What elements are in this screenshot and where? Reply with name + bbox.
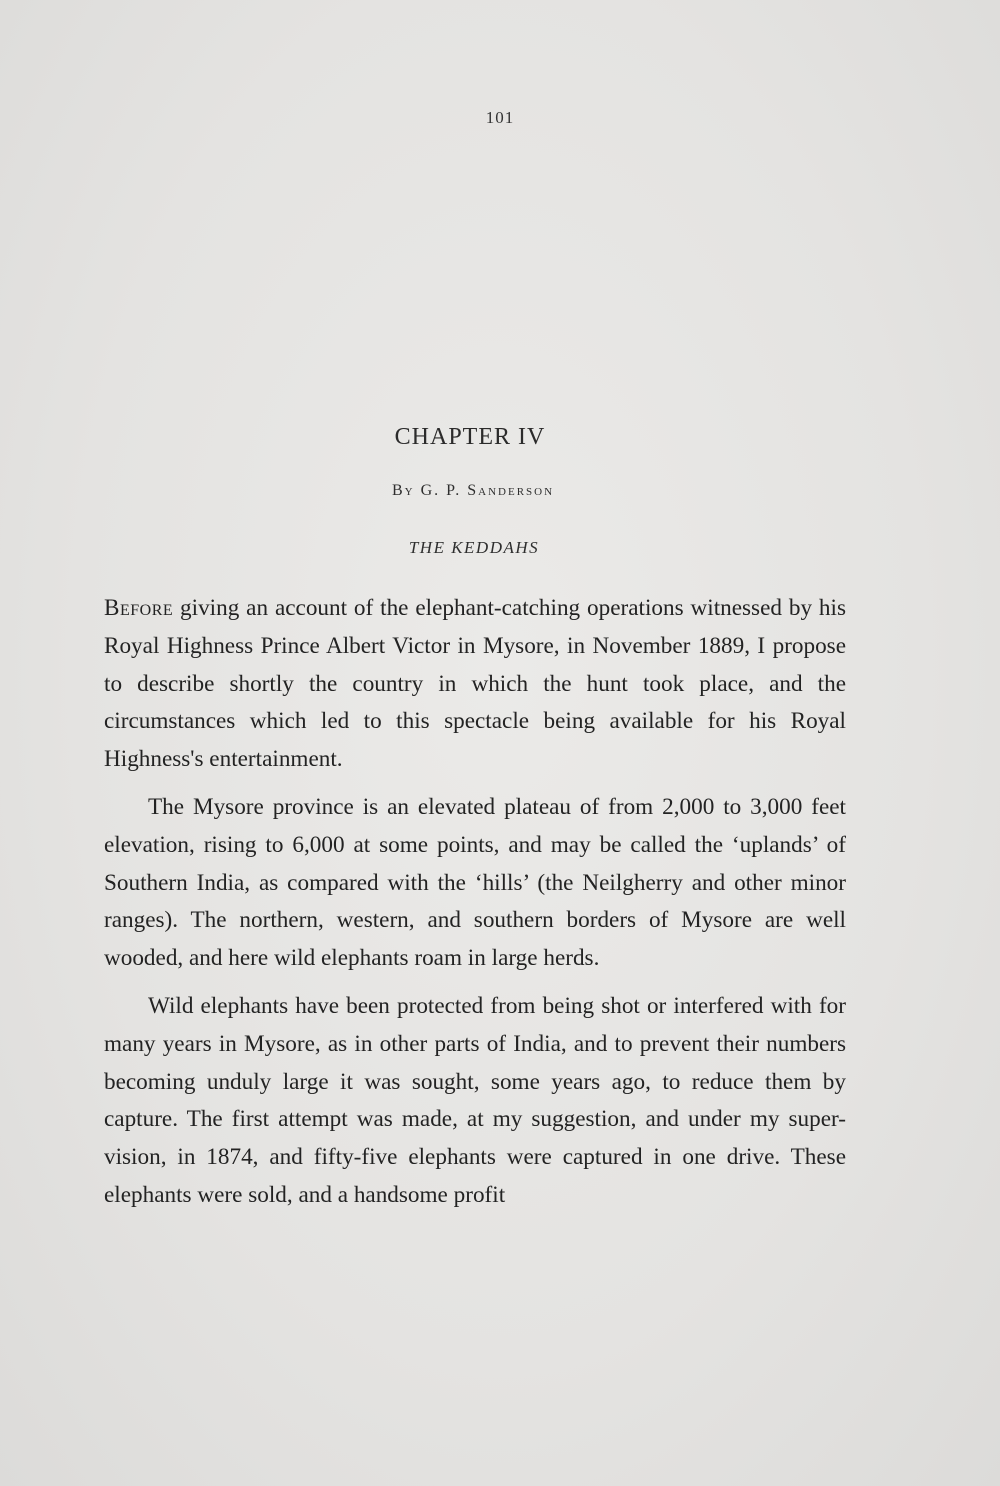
- paragraph: [104, 988, 846, 1215]
- page-number: 101: [485, 108, 515, 127]
- byline-prefix: By: [391, 482, 415, 499]
- section-title: THE KEDDAHS: [408, 538, 540, 557]
- paragraph: [104, 590, 846, 779]
- byline-author: G. P. Sanderson: [420, 482, 555, 499]
- paragraph-lead-word: Before: [104, 595, 174, 621]
- body-text: [104, 590, 846, 1215]
- paragraph-text: giving an account of the elephant-catching operations witnessed by his Royal Highness Prince Albert Victor in Mysore, in November 1889, I propose to describe shortly the country in which the hunt took place, and the circumstances which led to this spectacle being available for his Royal Highness's entertainment.: [104, 595, 846, 773]
- paragraph-text: Wild elephants have been protected from being shot or interfered with for many years in Mysore, as in other parts of India, and to prevent their numbers becoming unduly large it was sought, some years ago, to reduce them by capture. The first attempt was made, at my suggestion, and under my super-vision, in 1874, and fifty-five elephants were captured in one drive. These elephants were sold, and a handsome profit: [104, 992, 846, 1208]
- paragraph-text: The Mysore province is an elevated plateau of from 2,000 to 3,000 feet elevation, rising to 6,000 at some points, and may be called the ‘uplands’ of Southern India, as compared with the ‘hills’ (the Neilgherry and other minor ranges). The northern, western, and southern borders of Mysore are well wooded, and here wild elephants roam in large herds.: [104, 793, 846, 972]
- chapter-title: CHAPTER IV: [394, 424, 546, 450]
- paragraph: [104, 789, 846, 978]
- byline: [0, 482, 946, 500]
